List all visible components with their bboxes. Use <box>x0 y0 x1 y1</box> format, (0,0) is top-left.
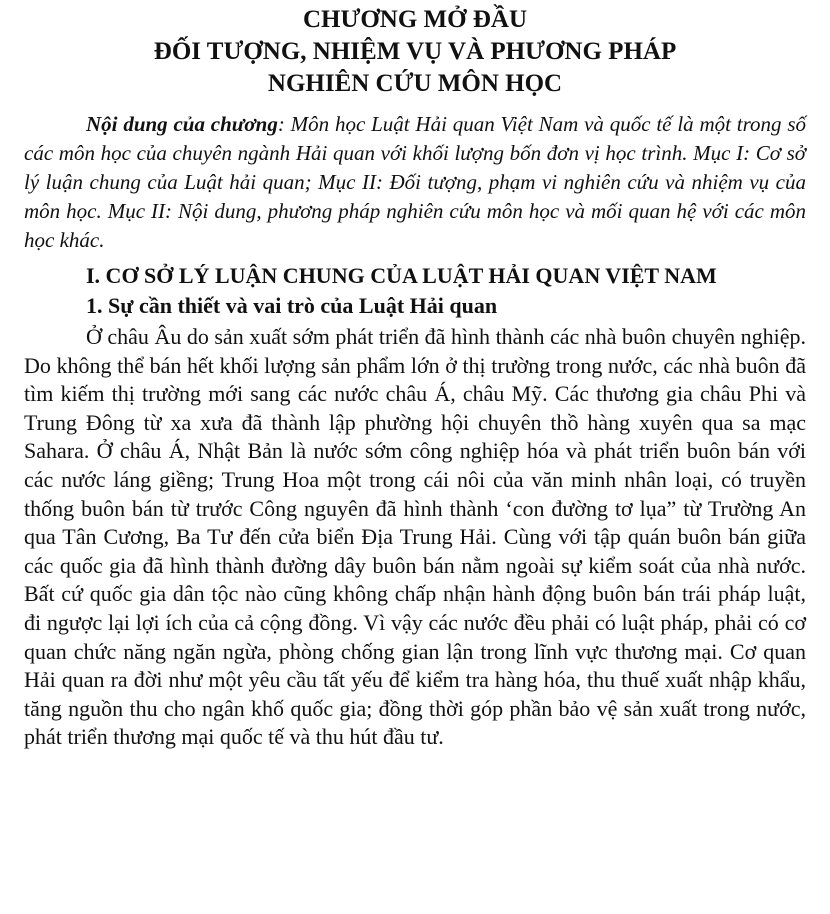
chapter-summary-label: Nội dung của chương <box>86 112 278 136</box>
chapter-title-line-2: ĐỐI TƯỢNG, NHIỆM VỤ VÀ PHƯƠNG PHÁP <box>153 38 677 65</box>
subsection-heading: 1. Sự cần thiết và vai trò của Luật Hải quan <box>86 293 498 318</box>
chapter-title-line-1: CHƯƠNG MỞ ĐẦU <box>302 6 528 33</box>
section-heading: I. CƠ SỞ LÝ LUẬN CHUNG CỦA LUẬT HẢI QUAN VIỆT NAM <box>86 263 717 288</box>
body-paragraph: Ở châu Âu do sản xuất sớm phát triển đã hình thành các nhà buôn chuyên nghiệp. Do không thể bán hết khối lượng sản phẩm lớn ở thị trường trong nước, các nhà buôn đã tìm kiếm thị trường mới sang các nước châu Á, châu Mỹ. Các thương gia châu Phi và Trung Đông từ xa xưa đã thành lập phường hội chuyên thồ hàng xuyên qua sa mạc Sahara. Ở châu Á, Nhật Bản là nước sớm công nghiệp hóa và phát triển buôn bán với các nước láng giềng; Trung Hoa một trong cái nôi của văn minh nhân loại, có truyền thống buôn bán từ trước Công nguyên đã hình thành ‘con đường tơ lụa” từ Trường An qua Tân Cương, Ba Tư đến cửa biển Địa Trung Hải. Cùng với tập quán buôn bán giữa các quốc gia đã hình thành đường dây buôn bán nằm ngoài sự kiểm soát của nhà nước. Bất cứ quốc gia dân tộc nào cũng không chấp nhận hành động buôn bán trái pháp luật, đi ngược lại lợi ích của cả cộng đồng. Vì vậy các nước đều phải có luật pháp, phải có cơ quan chức năng ngăn ngừa, phòng chống gian lận trong lĩnh vực thương mại. Cơ quan Hải quan ra đời như một yêu cầu tất yếu để kiểm tra hàng hóa, thu thuế xuất nhập khẩu, tăng nguồn thu cho ngân khố quốc gia; đồng thời góp phần bảo vệ sản xuất trong nước, phát triển thương mại quốc tế và thu hút đầu tư. <box>24 324 806 750</box>
chapter-summary-text: : Môn học Luật Hải quan Việt Nam và quốc tế là một trong số các môn học của chuyên ngành Hải quan với khối lượng bốn đơn vị học trình. Mục I: Cơ sở lý luận chung của Luật hải quan; Mục II: Đối tượng, phạm vi nghiên cứu và nhiệm vụ của môn học. Mục II: Nội dung, phương pháp nghiên cứu môn học và mối quan hệ với các môn học khác. <box>24 112 806 252</box>
chapter-summary <box>24 110 806 255</box>
chapter-title-line-3: NGHIÊN CỨU MÔN HỌC <box>267 70 563 97</box>
chapter-title <box>24 4 806 100</box>
